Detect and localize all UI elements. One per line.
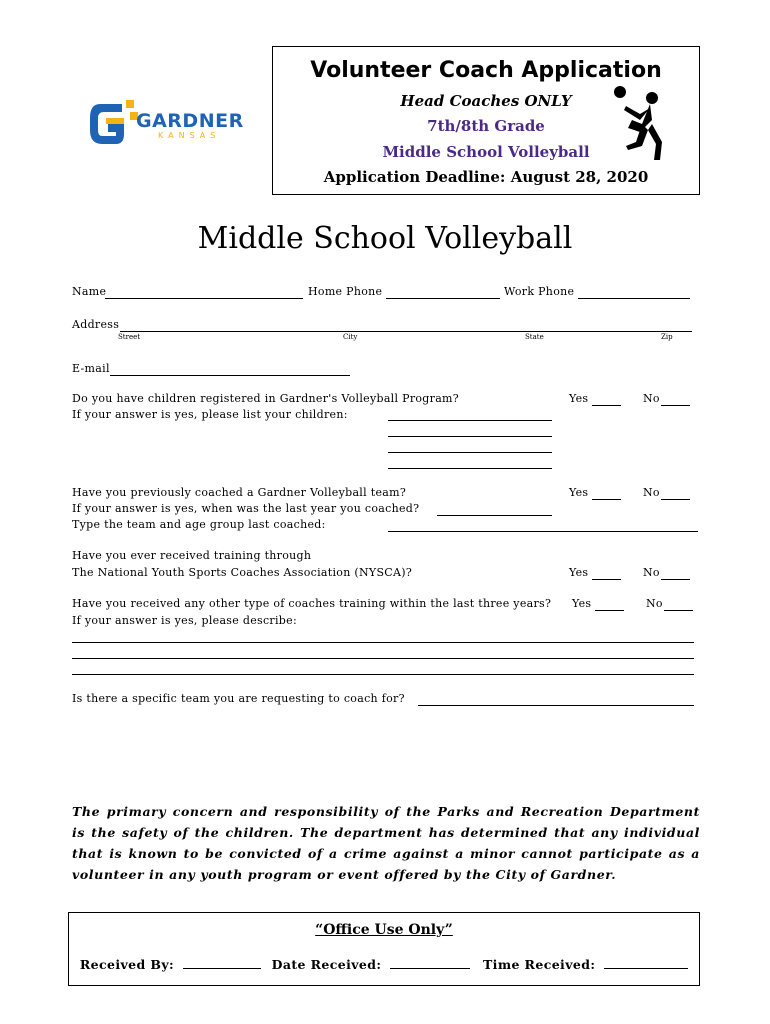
state-label: State — [525, 333, 544, 341]
question-list-children: If your answer is yes, please list your children: — [72, 408, 348, 421]
home-phone-field[interactable] — [386, 298, 500, 299]
q2-no-field[interactable] — [661, 499, 690, 500]
describe-line-3[interactable] — [72, 674, 694, 675]
work-phone-label: Work Phone — [504, 285, 575, 298]
work-phone-field[interactable] — [578, 298, 690, 299]
q4-no-label: No — [646, 597, 663, 610]
q1-no-label: No — [643, 392, 660, 405]
zip-label: Zip — [661, 333, 673, 341]
q3-no-label: No — [643, 566, 660, 579]
question-other-training: Have you received any other type of coaches training within the last three years? — [72, 597, 552, 610]
child-line-3[interactable] — [388, 452, 552, 453]
time-received-label: Time Received: — [482, 957, 596, 972]
q4-yes-label: Yes — [572, 597, 592, 610]
address-field[interactable] — [120, 331, 692, 332]
child-line-4[interactable] — [388, 468, 552, 469]
question-training-line2: The National Youth Sports Coaches Association (NYSCA)? — [72, 566, 413, 579]
q4-yes-field[interactable] — [595, 610, 624, 611]
date-received-label: Date Received: — [271, 957, 382, 972]
q3-yes-field[interactable] — [592, 579, 621, 580]
q3-no-field[interactable] — [661, 579, 690, 580]
page-title: Middle School Volleyball — [197, 221, 573, 256]
q2-yes-field[interactable] — [592, 499, 621, 500]
application-title: Volunteer Coach Application — [310, 58, 662, 83]
office-use-fields — [68, 957, 700, 972]
q1-no-field[interactable] — [661, 405, 690, 406]
email-label: E-mail — [72, 362, 110, 375]
street-label: Street — [118, 333, 141, 341]
volleyball-player-icon — [612, 84, 672, 164]
child-line-1[interactable] — [388, 420, 552, 421]
question-specific-team: Is there a specific team you are requesting to coach for? — [72, 692, 405, 705]
office-use-title: “Office Use Only” — [315, 922, 453, 938]
deadline-label: Application Deadline: August 28, 2020 — [323, 168, 649, 186]
logo-text: GARDNER — [136, 110, 244, 132]
received-by-field[interactable] — [183, 968, 261, 969]
date-received-field[interactable] — [390, 968, 470, 969]
city-label: City — [343, 333, 358, 341]
time-received-field[interactable] — [604, 968, 688, 969]
team-age-group-field[interactable] — [388, 531, 698, 532]
question-previously-coached: Have you previously coached a Gardner Volleyball team? — [72, 486, 407, 499]
email-field[interactable] — [110, 375, 350, 376]
child-line-2[interactable] — [388, 436, 552, 437]
program-label: Middle School Volleyball — [382, 143, 590, 161]
home-phone-label: Home Phone — [308, 285, 383, 298]
specific-team-field[interactable] — [418, 705, 694, 706]
q1-yes-label: Yes — [569, 392, 589, 405]
question-children-registered: Do you have children registered in Gardner's Volleyball Program? — [72, 392, 459, 405]
q4-no-field[interactable] — [664, 610, 693, 611]
q2-no-label: No — [643, 486, 660, 499]
grade-label: 7th/8th Grade — [427, 117, 545, 135]
question-last-year-coached: If your answer is yes, when was the last year you coached? — [72, 502, 420, 515]
q1-yes-field[interactable] — [592, 405, 621, 406]
describe-line-2[interactable] — [72, 658, 694, 659]
name-field[interactable] — [105, 298, 303, 299]
question-team-age-group: Type the team and age group last coached: — [72, 518, 326, 531]
q2-yes-label: Yes — [569, 486, 589, 499]
question-describe-training: If your answer is yes, please describe: — [72, 614, 297, 627]
last-year-field[interactable] — [437, 515, 552, 516]
gardner-logo — [86, 96, 246, 152]
question-training-line1: Have you ever received training through — [72, 549, 312, 562]
describe-line-1[interactable] — [72, 642, 694, 643]
address-label: Address — [72, 318, 120, 331]
safety-notice: The primary concern and responsibility of the Parks and Recreation Department is the safety of the children. The department has determined that any individual that is known to be convicted of a crime against a minor cannot participate as a volunteer in any youth program or event offered by the City of Gardner. — [72, 804, 700, 882]
application-subtitle: Head Coaches ONLY — [400, 92, 572, 110]
received-by-label: Received By: — [79, 957, 175, 972]
q3-yes-label: Yes — [569, 566, 589, 579]
name-label: Name — [72, 285, 107, 298]
logo-subtext: KANSAS — [158, 131, 221, 140]
